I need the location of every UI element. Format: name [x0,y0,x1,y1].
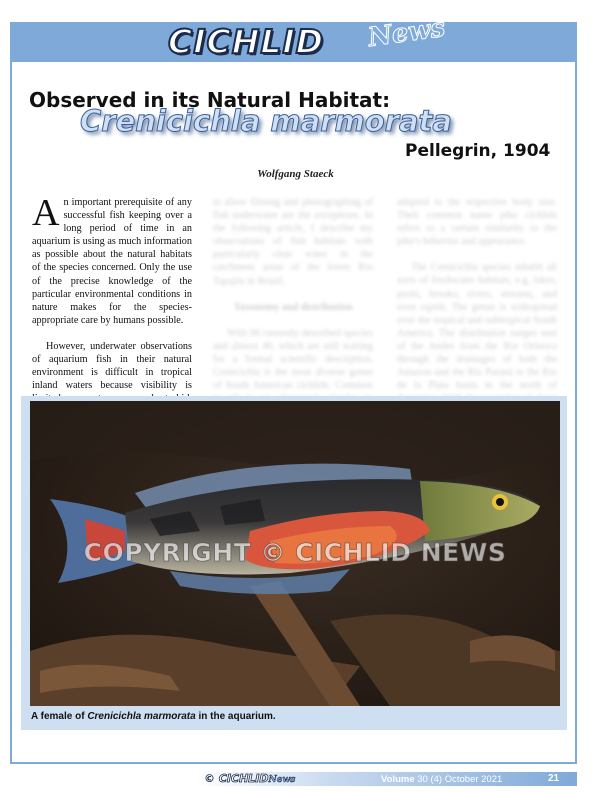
fish-photo [30,401,560,706]
footer-brand-sub: News [268,775,296,785]
masthead-logo: CICHLID [168,22,325,61]
masthead-logo-sub: News [366,12,448,54]
footer-brand-text: CICHLID [218,772,269,785]
caption-species: Crenicichla marmorata [87,711,196,722]
volume-text: 30 (4) October 2021 [414,774,503,785]
section-heading: Taxonomy and distribution [233,301,353,313]
paragraph: to allow filming and photographing of fish underwater are the exceptions. In the following article, I describe my observations of fish habitats with particularly clear water in the catchment areas of the lower Rio Tapajós in Brazil. [213,197,373,287]
paragraph: With 96 currently described species and almost 40, which are still waiting for a formal scientific description, Crenicichla is the most diverse genus of South American cichlids. Common [213,327,373,392]
article-title-species: Crenicichla marmorata [80,104,452,138]
paragraph: adapted to the respective body size. Their common name pike cichlids refers to a certain similarity to the pike's behavior and appearance. [397,197,557,248]
drop-cap: A [32,192,60,234]
caption-text: A female of [31,711,88,722]
page-number: 21 [548,773,560,784]
caption-text: in the aquarium. [195,711,276,722]
article-title-author-year: Pellegrin, 1904 [405,141,551,161]
paragraph: However, underwater observations of aquarium fish in their natural environment is difficult in tropical inland waters because visibility is [32,340,192,392]
copyright-symbol: © [204,772,215,785]
paragraph-text: n important prerequisite of any successful fish keeping over a long period of time in an aquarium is using as much information as possible about the natural habitats of the species concerned. Only the use of the precise knowledge of the particular environmental conditions in nature makes for the species-appropriate care by humans possible. [32,197,192,326]
footer-logo [204,772,295,785]
paragraph: The Crenicichla species inhabit all sorts of freshwater habitats, e.g. lakes, pools, brooks, rivers, streams, and even rapids. The genus is widespread over the tropical and subtropical South America. The distribution ranges east of the Andes from the Rio Orinoco through the drainages of both the Amazon and the Rio Paraná to the Rio de la Plata basin in the north of [397,262,557,392]
byline: Wolfgang Staeck [257,168,334,180]
copyright-watermark: COPYRIGHT © CICHLID NEWS [83,538,507,567]
photo-caption [31,711,276,722]
article-title: Observed in its Natural Habitat: [29,88,391,112]
volume-label: Volume [381,774,415,785]
footer-issue-info [381,774,502,785]
paragraph [32,192,192,327]
